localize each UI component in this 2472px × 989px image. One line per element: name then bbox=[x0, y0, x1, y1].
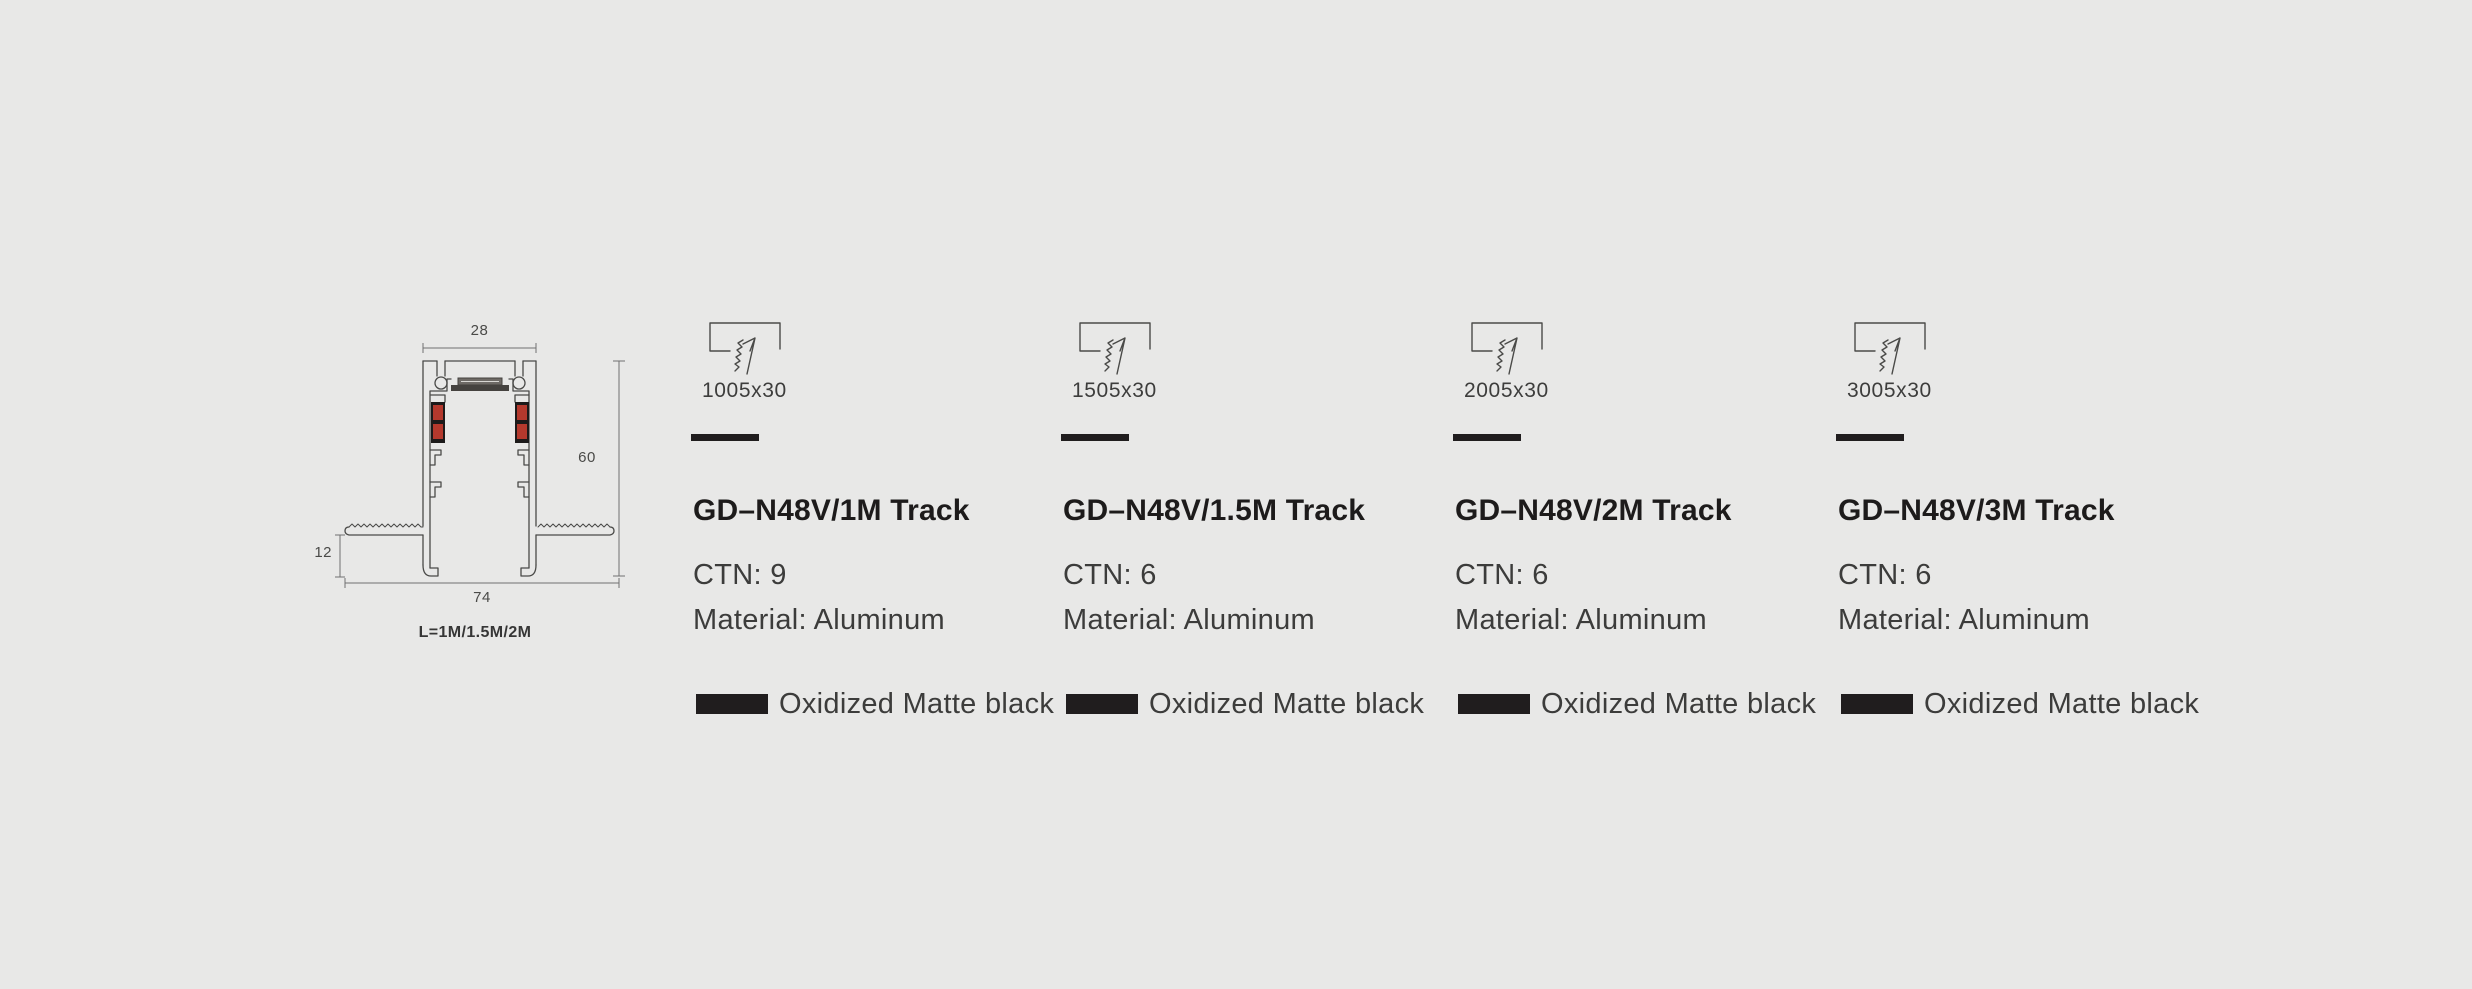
finish-label: Oxidized Matte black bbox=[779, 687, 1055, 720]
carton-quantity: CTN: 9 bbox=[693, 559, 787, 591]
knurled-surface-right bbox=[538, 524, 610, 527]
package-size-label: 3005x30 bbox=[1847, 379, 1932, 402]
finish-color-swatch bbox=[1458, 694, 1530, 714]
length-options-note: L=1M/1.5M/2M bbox=[418, 624, 532, 641]
material-spec: Material: Aluminum bbox=[693, 604, 945, 636]
carton-length-icon-svg bbox=[1075, 318, 1160, 380]
package-size-label: 1005x30 bbox=[702, 379, 787, 402]
divider-bar bbox=[1453, 434, 1521, 441]
carton-length-icon bbox=[705, 318, 790, 380]
package-size-label: 2005x30 bbox=[1464, 379, 1549, 402]
material-spec: Material: Aluminum bbox=[1838, 604, 2090, 636]
product-title: GD–N48V/2M Track bbox=[1455, 494, 1732, 527]
carton-length-icon-svg bbox=[1467, 318, 1552, 380]
carton-length-icon bbox=[1850, 318, 1935, 380]
product-title: GD–N48V/1M Track bbox=[693, 494, 970, 527]
package-size-label: 1505x30 bbox=[1072, 379, 1157, 402]
carton-length-icon bbox=[1467, 318, 1552, 380]
product-card bbox=[1838, 0, 2208, 989]
divider-bar bbox=[1061, 434, 1129, 441]
finish-label: Oxidized Matte black bbox=[1924, 687, 2200, 720]
finish-row bbox=[1066, 687, 1425, 720]
screw-channel-right bbox=[513, 377, 525, 389]
conductor-strips bbox=[431, 402, 529, 443]
carton-length-icon-svg bbox=[1850, 318, 1935, 380]
carton-quantity: CTN: 6 bbox=[1063, 559, 1157, 591]
finish-row bbox=[1841, 687, 2200, 720]
product-card bbox=[1063, 0, 1433, 989]
finish-row bbox=[1458, 687, 1817, 720]
divider-bar bbox=[1836, 434, 1904, 441]
finish-color-swatch bbox=[696, 694, 768, 714]
product-title: GD–N48V/3M Track bbox=[1838, 494, 2115, 527]
screw-channel-left bbox=[435, 377, 447, 389]
material-spec: Material: Aluminum bbox=[1063, 604, 1315, 636]
carton-length-icon-svg bbox=[705, 318, 790, 380]
cover-lens bbox=[451, 378, 509, 391]
dim-label-top-width: 28 bbox=[470, 322, 489, 339]
finish-label: Oxidized Matte black bbox=[1149, 687, 1425, 720]
finish-row bbox=[696, 687, 1055, 720]
finish-label: Oxidized Matte black bbox=[1541, 687, 1817, 720]
cross-section-drawing bbox=[310, 315, 640, 660]
profile-outline bbox=[345, 361, 614, 576]
carton-quantity: CTN: 6 bbox=[1455, 559, 1549, 591]
dim-label-height: 60 bbox=[578, 449, 596, 466]
dim-label-bottom-width: 74 bbox=[473, 589, 491, 606]
carton-length-icon bbox=[1075, 318, 1160, 380]
product-title: GD–N48V/1.5M Track bbox=[1063, 494, 1366, 527]
divider-bar bbox=[691, 434, 759, 441]
knurled-surface-left bbox=[349, 524, 423, 527]
product-card bbox=[1455, 0, 1825, 989]
finish-color-swatch bbox=[1066, 694, 1138, 714]
material-spec: Material: Aluminum bbox=[1455, 604, 1707, 636]
product-card bbox=[693, 0, 1063, 989]
track-profile-cross-section-svg bbox=[310, 315, 640, 660]
carton-quantity: CTN: 6 bbox=[1838, 559, 1932, 591]
finish-color-swatch bbox=[1841, 694, 1913, 714]
dim-label-flange-height: 12 bbox=[314, 544, 332, 561]
